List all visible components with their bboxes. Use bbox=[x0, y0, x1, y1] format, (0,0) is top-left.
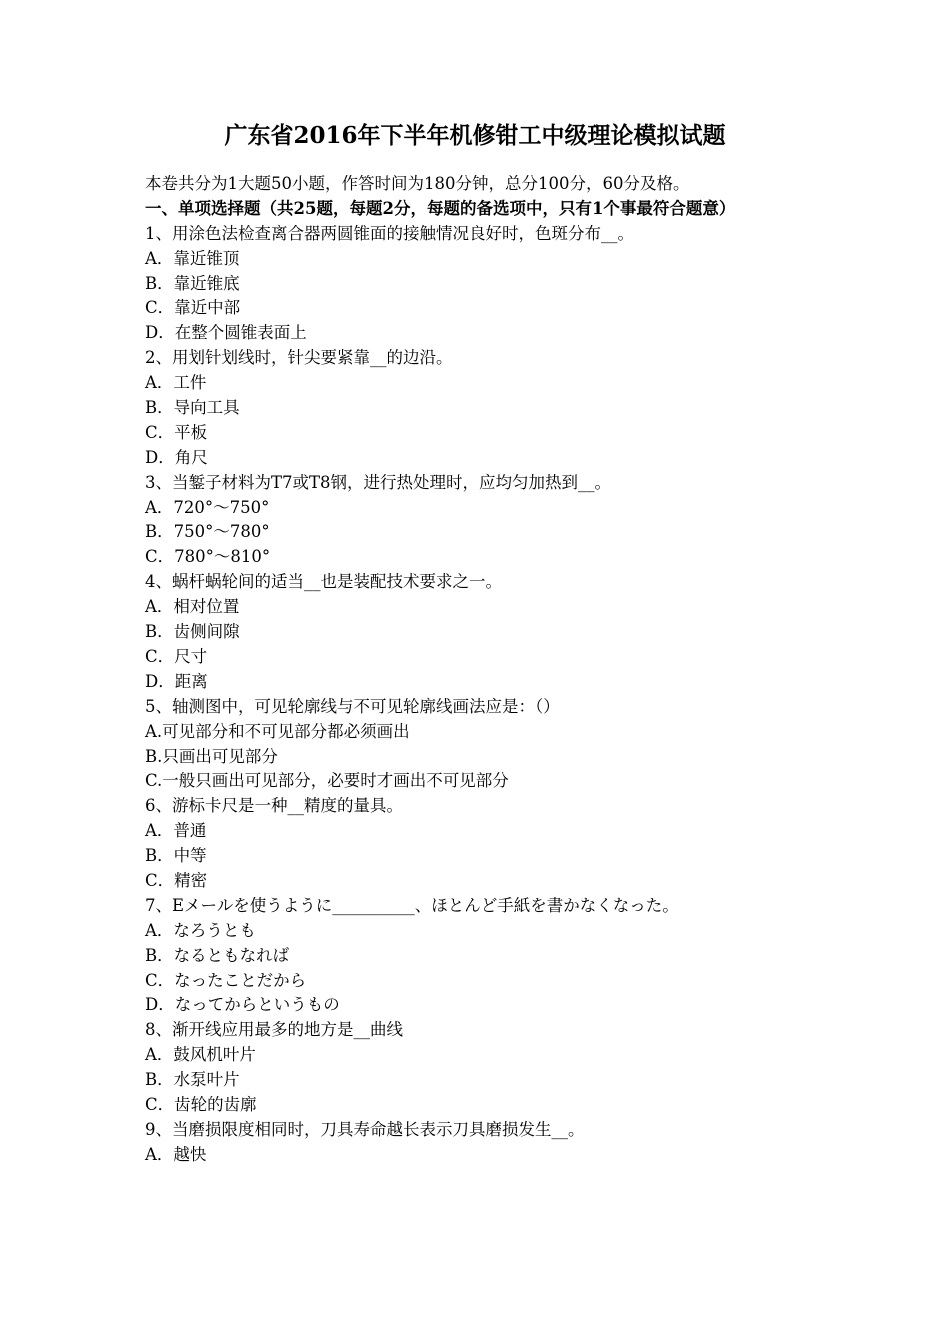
answer-option: D．角尺 bbox=[145, 447, 208, 467]
question-stem: 6、游标卡尺是一种__精度的量具。 bbox=[145, 796, 403, 816]
question-list bbox=[145, 222, 815, 1168]
answer-option: C.一般只画出可见部分，必要时才画出不可见部分 bbox=[145, 771, 509, 791]
answer-option: C．精密 bbox=[145, 870, 208, 890]
answer-option: C．尺寸 bbox=[145, 646, 208, 666]
section-heading: 一、单项选择题（共25题，每题2分，每题的备选项中，只有1个事最符合题意） bbox=[145, 198, 736, 218]
answer-option: A．工件 bbox=[145, 373, 207, 393]
question-stem: 3、当錾子材料为T7或T8钢，进行热处理时，应均匀加热到__。 bbox=[145, 472, 612, 492]
answer-option: A．相对位置 bbox=[145, 597, 240, 617]
answer-option: C．780°～810° bbox=[145, 547, 271, 567]
answer-option: D．在整个圆锥表面上 bbox=[145, 323, 307, 343]
question-stem: 2、用划针划线时，针尖要紧靠__的边沿。 bbox=[145, 348, 453, 368]
answer-option: B．水泵叶片 bbox=[145, 1070, 240, 1090]
answer-option: B．中等 bbox=[145, 846, 207, 866]
answer-option: B．导向工具 bbox=[145, 398, 240, 418]
answer-option: C．齿轮的齿廓 bbox=[145, 1094, 257, 1114]
document-body bbox=[145, 172, 815, 1168]
answer-option: C．なったことだから bbox=[145, 970, 307, 990]
answer-option: B．靠近锥底 bbox=[145, 273, 240, 293]
question-stem: 5、轴测图中，可见轮廓线与不可见轮廓线画法应是：（） bbox=[145, 696, 560, 716]
answer-option: B．750°～780° bbox=[145, 522, 270, 542]
answer-option: C．靠近中部 bbox=[145, 298, 241, 318]
answer-option: D．なってからというもの bbox=[145, 995, 340, 1015]
answer-option: B．なるともなれば bbox=[145, 945, 290, 965]
answer-option: A．越快 bbox=[145, 1144, 207, 1164]
exam-intro: 本卷共分为1大题50小题，作答时间为180分钟，总分100分，60分及格。 bbox=[145, 174, 690, 193]
answer-option: D．距离 bbox=[145, 671, 208, 691]
question-stem: 9、当磨损限度相同时，刀具寿命越长表示刀具磨损发生__。 bbox=[145, 1119, 585, 1139]
document-title: 广东省2016年下半年机修钳工中级理论模拟试题 bbox=[224, 122, 726, 149]
question-stem: 1、用涂色法检查离合器两圆锥面的接触情况良好时，色斑分布__。 bbox=[145, 223, 634, 243]
answer-option: A．靠近锥顶 bbox=[145, 248, 240, 268]
answer-option: A.可见部分和不可见部分都必须画出 bbox=[145, 721, 410, 741]
answer-option: B.只画出可见部分 bbox=[145, 746, 278, 766]
question-stem: 7、Eメールを使うように__________、ほとんど手紙を書かなくなった。 bbox=[145, 895, 679, 915]
question-stem: 4、蜗杆蜗轮间的适当__也是装配技术要求之一。 bbox=[145, 572, 502, 592]
answer-option: A．鼓风机叶片 bbox=[145, 1045, 256, 1065]
answer-option: B．齿侧间隙 bbox=[145, 622, 240, 642]
answer-option: A．普通 bbox=[145, 821, 207, 841]
answer-option: A．720°～750° bbox=[145, 497, 270, 517]
answer-option: A．なろうとも bbox=[145, 920, 256, 940]
answer-option: C．平板 bbox=[145, 422, 208, 442]
question-stem: 8、渐开线应用最多的地方是__曲线 bbox=[145, 1020, 403, 1040]
